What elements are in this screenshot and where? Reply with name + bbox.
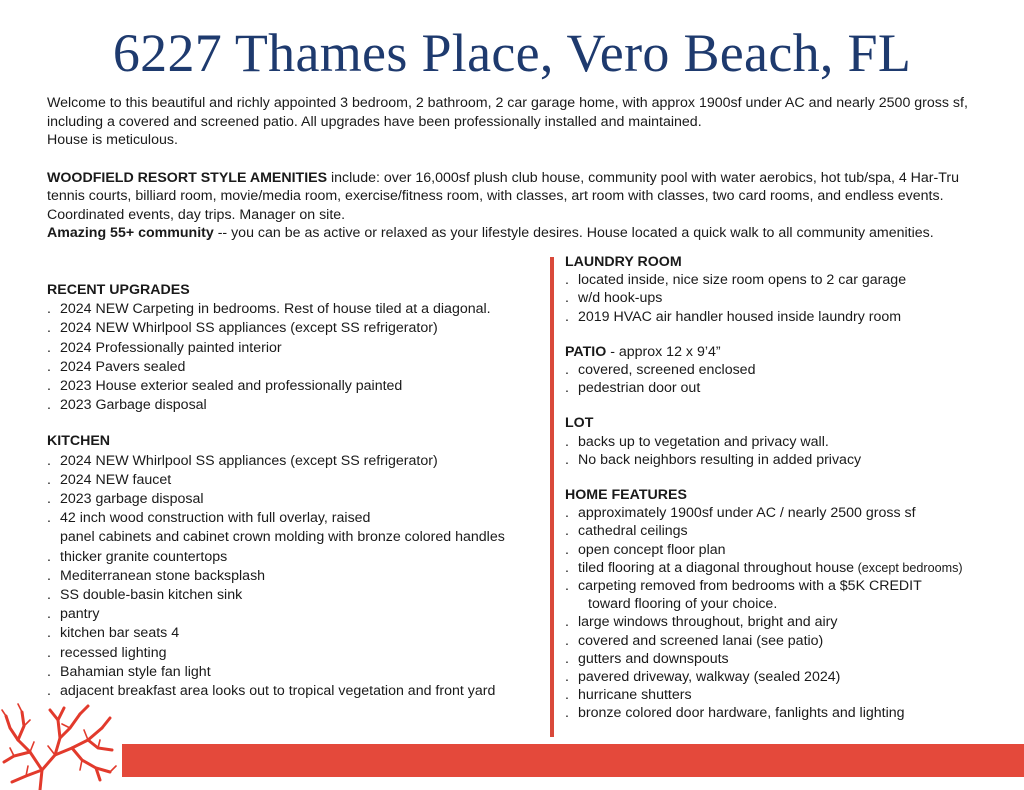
- list-item: . approximately 1900sf under AC / nearly 2500 gross sf: [565, 505, 916, 522]
- lot-list: [565, 433, 1005, 469]
- amenities-text: include: over 16,000sf plush club house, community pool with water aerobics, hot tub/spa, 4 Har-Tru tennis courts, billiard room, movie/media room, exercise/fitness room, with classes, art room with classes, two card rooms, and endless events. Coordinated events, day trips. Manager on site.: [47, 169, 960, 223]
- list-item: . 2019 HVAC air handler housed inside laundry room: [565, 308, 902, 325]
- list-item: . No back neighbors resulting in added privacy: [565, 451, 862, 468]
- list-item: . carpeting removed from bedrooms with a $5K CREDIT: [565, 578, 922, 595]
- list-item: . recessed lighting: [47, 644, 167, 661]
- list-item: . 2024 NEW Carpeting in bedrooms. Rest of house tiled at a diagonal.: [47, 301, 491, 318]
- patio-heading: PATIO: [565, 343, 607, 360]
- right-column: [565, 253, 1005, 723]
- lot-heading: LOT: [565, 415, 594, 432]
- recent-upgrades-list: [47, 300, 547, 415]
- list-item: . 2024 NEW faucet: [47, 471, 172, 488]
- list-item: . large windows throughout, bright and airy: [565, 614, 838, 631]
- list-item: . 2023 Garbage disposal: [47, 397, 207, 414]
- list-item: . Mediterranean stone backsplash: [47, 567, 266, 584]
- list-item: . thicker granite countertops: [47, 548, 228, 565]
- list-item: . located inside, nice size room opens to 2 car garage: [565, 272, 907, 289]
- amenities-paragraph: [47, 169, 987, 225]
- home-features-list: [565, 504, 1005, 722]
- list-item: . kitchen bar seats 4: [47, 625, 180, 642]
- patio-size: - approx 12 x 9’4”: [606, 343, 721, 360]
- list-item: . bronze colored door hardware, fanlights and lighting: [565, 705, 905, 722]
- list-item: . adjacent breakfast area looks out to tropical vegetation and front yard: [47, 683, 496, 700]
- list-item: . gutters and downspouts: [565, 650, 729, 667]
- list-item: . SS double-basin kitchen sink: [47, 587, 243, 604]
- list-item: . pedestrian door out: [565, 380, 701, 397]
- list-item: . tiled flooring at a diagonal throughout house (except bedrooms): [565, 559, 963, 576]
- column-divider: [550, 257, 554, 737]
- list-item: . 42 inch wood construction with full overlay, raised: [47, 510, 371, 527]
- list-item: . open concept floor plan: [565, 541, 726, 558]
- list-item: . 2023 garbage disposal: [47, 491, 204, 508]
- page-title: 6227 Thames Place, Vero Beach, FL: [112, 23, 912, 83]
- list-item-continuation: panel cabinets and cabinet crown molding with bronze colored handles: [60, 529, 505, 546]
- list-item: . 2024 Professionally painted interior: [47, 339, 282, 356]
- list-item: . 2024 NEW Whirlpool SS appliances (except SS refrigerator): [47, 320, 438, 337]
- amenities-heading: WOODFIELD RESORT STYLE AMENITIES: [47, 169, 328, 186]
- home-features-heading: HOME FEATURES: [565, 487, 687, 504]
- kitchen-heading: KITCHEN: [47, 433, 111, 450]
- list-item: . cathedral ceilings: [565, 523, 688, 540]
- list-item: . covered and screened lanai (see patio): [565, 632, 824, 649]
- list-item: . 2024 Pavers sealed: [47, 358, 186, 375]
- community-paragraph: [47, 224, 987, 243]
- list-item: . w/d hook-ups: [565, 290, 663, 307]
- intro-section: [47, 94, 987, 243]
- list-item: . 2023 House exterior sealed and professionally painted: [47, 378, 403, 395]
- list-item: . backs up to vegetation and privacy wall.: [565, 433, 829, 450]
- list-item: . 2024 NEW Whirlpool SS appliances (except SS refrigerator): [47, 452, 438, 469]
- patio-heading-line: [565, 343, 1005, 361]
- list-item: . pavered driveway, walkway (sealed 2024): [565, 669, 841, 686]
- list-item-continuation: toward flooring of your choice.: [588, 596, 778, 613]
- list-item: . Bahamian style fan light: [47, 663, 211, 680]
- recent-upgrades-heading: RECENT UPGRADES: [47, 282, 190, 298]
- list-item: . covered, screened enclosed: [565, 362, 756, 379]
- left-column: [47, 281, 547, 701]
- list-item: . pantry: [47, 606, 100, 623]
- community-heading: Amazing 55+ community: [47, 225, 214, 241]
- welcome-paragraph: [47, 94, 987, 150]
- coral-icon: [0, 700, 118, 790]
- community-text: -- you can be as active or relaxed as your lifestyle desires. House located a quick walk to all community amenities.: [213, 225, 934, 241]
- meticulous-text: House is meticulous.: [47, 132, 178, 148]
- laundry-list: [565, 271, 1005, 326]
- kitchen-list: [47, 452, 547, 702]
- laundry-heading: LAUNDRY ROOM: [565, 254, 682, 270]
- bottom-accent-bar: [122, 744, 1024, 777]
- patio-list: [565, 361, 1005, 397]
- welcome-text: Welcome to this beautiful and richly appointed 3 bedroom, 2 bathroom, 2 car garage home, with approx 1900sf under AC and nearly 2500 gross sf, including a covered and screened patio. All upgrades have been professionally installed and maintained.: [47, 95, 968, 130]
- list-item: . hurricane shutters: [565, 687, 692, 704]
